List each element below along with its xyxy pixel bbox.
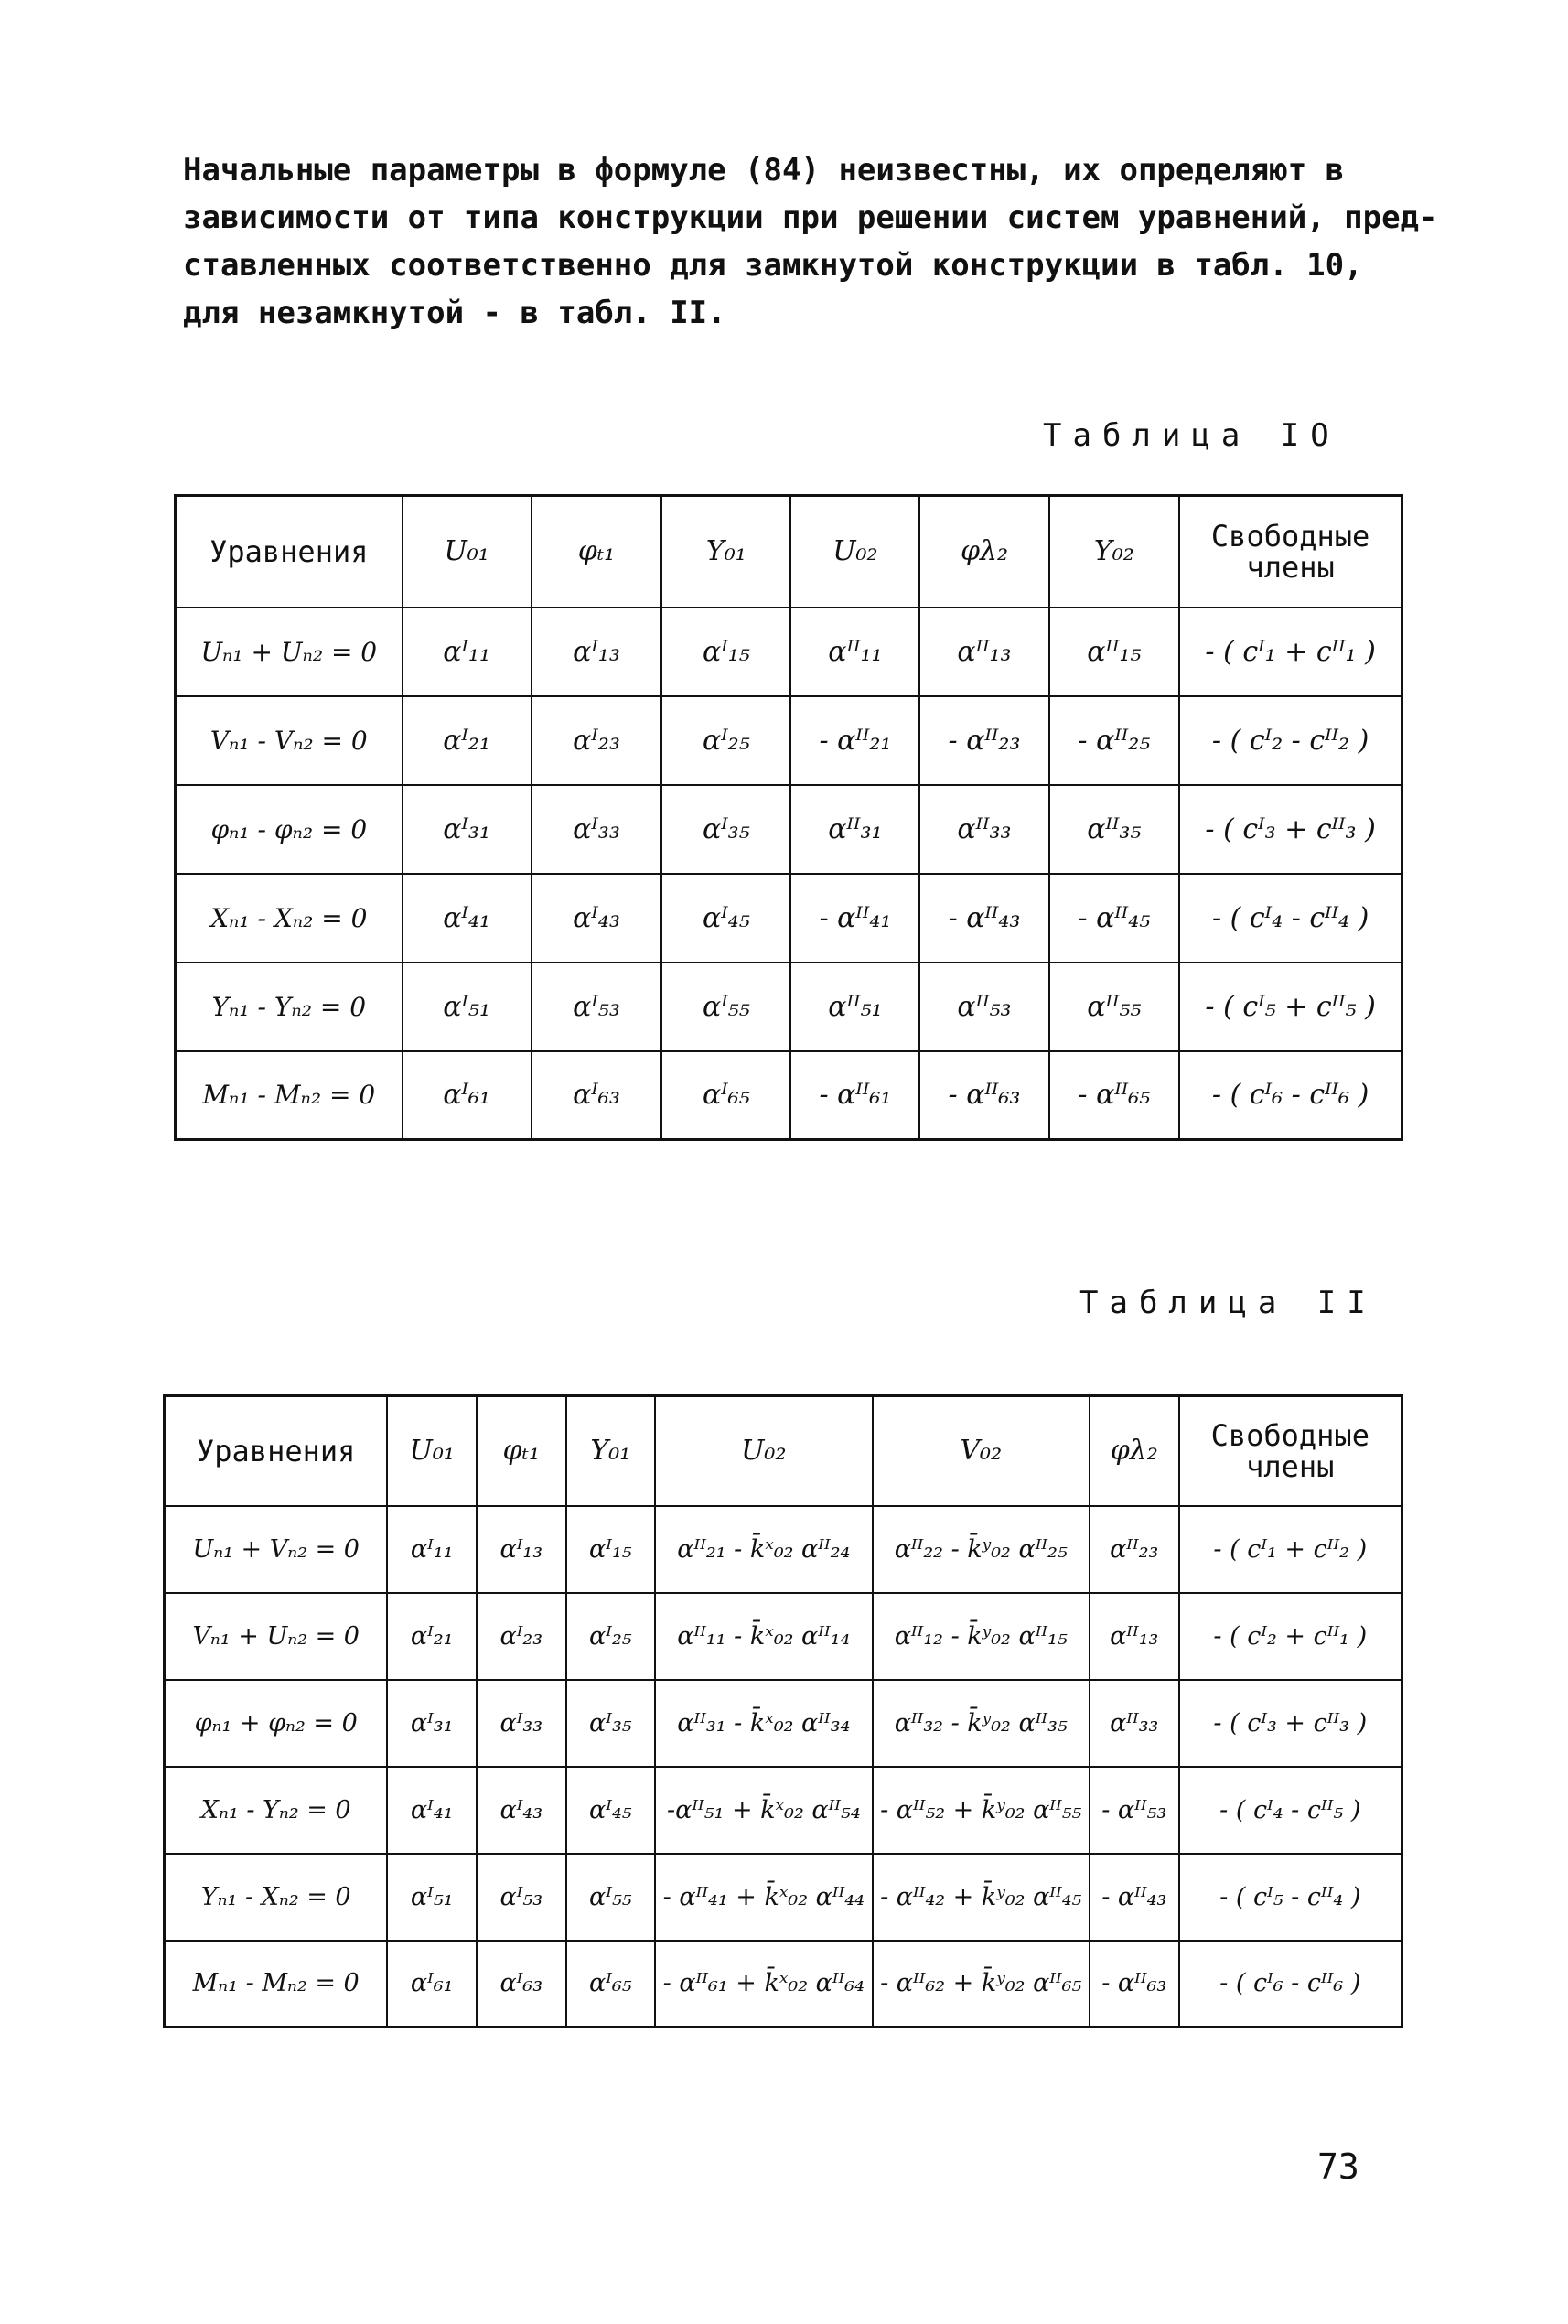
coefficient-cell: αᴵ₄₅ (566, 1767, 656, 1854)
coefficient-cell: αᴵ₄₃ (532, 874, 662, 963)
table-row (176, 785, 1402, 874)
table-11-body (165, 1506, 1402, 2028)
coefficient-cell: αᴵ₂₃ (477, 1593, 566, 1680)
intro-paragraph (183, 146, 1445, 337)
free-term-cell: - ( cᴵ₃ + cᴵᴵ₃ ) (1179, 785, 1402, 874)
table-row (165, 1941, 1402, 2028)
header-phi-t1: φₜ₁ (477, 1396, 566, 1506)
coefficient-cell: αᴵᴵ₂₁ - k̄ˣ₀₂ αᴵᴵ₂₄ (655, 1506, 872, 1593)
coefficient-cell: αᴵᴵ₂₂ - k̄ʸ₀₂ αᴵᴵ₂₅ (873, 1506, 1090, 1593)
equation-cell: Uₙ₁ + Uₙ₂ = 0 (176, 608, 403, 696)
coefficient-cell: αᴵ₁₁ (387, 1506, 477, 1593)
equation-cell: Yₙ₁ - Yₙ₂ = 0 (176, 963, 403, 1051)
coefficient-cell: αᴵ₆₃ (532, 1051, 662, 1140)
coefficient-cell: αᴵᴵ₁₁ (790, 608, 919, 696)
coefficient-cell: αᴵ₃₅ (566, 1680, 656, 1767)
table-11-caption: Таблица II (1079, 1285, 1377, 1321)
coefficient-cell: αᴵᴵ₃₅ (1049, 785, 1180, 874)
coefficient-cell: αᴵ₄₃ (477, 1767, 566, 1854)
coefficient-cell: αᴵ₁₃ (477, 1506, 566, 1593)
coefficient-cell: - αᴵᴵ₄₂ + k̄ʸ₀₂ αᴵᴵ₄₅ (873, 1854, 1090, 1941)
free-term-cell: - ( cᴵ₅ - cᴵᴵ₄ ) (1179, 1854, 1402, 1941)
free-term-cell: - ( cᴵ₁ + cᴵᴵ₁ ) (1179, 608, 1402, 696)
coefficient-cell: - αᴵᴵ₆₃ (919, 1051, 1048, 1140)
coefficient-cell: - αᴵᴵ₂₅ (1049, 696, 1180, 785)
table-header-row (176, 496, 1402, 608)
coefficient-cell: αᴵ₁₅ (661, 608, 790, 696)
coefficient-cell: αᴵ₄₁ (387, 1767, 477, 1854)
equation-cell: Xₙ₁ - Xₙ₂ = 0 (176, 874, 403, 963)
coefficient-cell: αᴵ₁₃ (532, 608, 662, 696)
table-row (176, 874, 1402, 963)
header-free-terms: Свободные члены (1179, 496, 1402, 608)
equation-cell: Yₙ₁ - Xₙ₂ = 0 (165, 1854, 388, 1941)
coefficient-cell: - αᴵᴵ₆₅ (1049, 1051, 1180, 1140)
table-row (165, 1506, 1402, 1593)
coefficient-cell: αᴵ₃₁ (387, 1680, 477, 1767)
coefficient-cell: αᴵᴵ₅₅ (1049, 963, 1180, 1051)
table-row (165, 1854, 1402, 1941)
free-term-cell: - ( cᴵ₆ - cᴵᴵ₆ ) (1179, 1941, 1402, 2028)
coefficient-cell: - αᴵᴵ₄₁ + k̄ˣ₀₂ αᴵᴵ₄₄ (655, 1854, 872, 1941)
coefficient-cell: - αᴵᴵ₆₂ + k̄ʸ₀₂ αᴵᴵ₆₅ (873, 1941, 1090, 2028)
free-term-cell: - ( cᴵ₁ + cᴵᴵ₂ ) (1179, 1506, 1402, 1593)
free-term-cell: - ( cᴵ₄ - cᴵᴵ₄ ) (1179, 874, 1402, 963)
header-y02: Y₀₂ (1049, 496, 1180, 608)
table-11 (163, 1394, 1403, 2028)
coefficient-cell: αᴵᴵ₁₅ (1049, 608, 1180, 696)
free-term-cell: - ( cᴵ₂ - cᴵᴵ₂ ) (1179, 696, 1402, 785)
coefficient-cell: - αᴵᴵ₆₃ (1090, 1941, 1179, 2028)
free-term-cell: - ( cᴵ₅ + cᴵᴵ₅ ) (1179, 963, 1402, 1051)
table-row (176, 1051, 1402, 1140)
free-term-cell: - ( cᴵ₂ + cᴵᴵ₁ ) (1179, 1593, 1402, 1680)
coefficient-cell: αᴵᴵ₁₁ - k̄ˣ₀₂ αᴵᴵ₁₄ (655, 1593, 872, 1680)
paragraph-line: ставленных соответственно для замкнутой конструкции в табл. 10, (183, 247, 1363, 284)
coefficient-cell: αᴵ₃₃ (532, 785, 662, 874)
equation-cell: Mₙ₁ - Mₙ₂ = 0 (165, 1941, 388, 2028)
free-term-cell: - ( cᴵ₃ + cᴵᴵ₃ ) (1179, 1680, 1402, 1767)
coefficient-cell: - αᴵᴵ₄₃ (1090, 1854, 1179, 1941)
coefficient-cell: -αᴵᴵ₅₁ + k̄ˣ₀₂ αᴵᴵ₅₄ (655, 1767, 872, 1854)
header-phi-t1: φₜ₁ (532, 496, 662, 608)
page-number: 73 (1317, 2146, 1359, 2187)
coefficient-cell: αᴵ₆₃ (477, 1941, 566, 2028)
coefficient-cell: αᴵ₆₅ (661, 1051, 790, 1140)
coefficient-cell: αᴵ₅₃ (477, 1854, 566, 1941)
coefficient-cell: αᴵ₆₅ (566, 1941, 656, 2028)
header-phi-lambda2: φλ₂ (1090, 1396, 1179, 1506)
coefficient-cell: - αᴵᴵ₄₅ (1049, 874, 1180, 963)
table-10-caption: Таблица IO (1043, 417, 1340, 454)
coefficient-cell: αᴵᴵ₂₃ (1090, 1506, 1179, 1593)
equation-cell: Xₙ₁ - Yₙ₂ = 0 (165, 1767, 388, 1854)
coefficient-cell: αᴵ₅₁ (403, 963, 532, 1051)
coefficient-cell: αᴵ₄₅ (661, 874, 790, 963)
coefficient-cell: - αᴵᴵ₆₁ (790, 1051, 919, 1140)
paragraph-line: для незамкнутой - в табл. II. (183, 295, 726, 331)
coefficient-cell: αᴵᴵ₃₂ - k̄ʸ₀₂ αᴵᴵ₃₅ (873, 1680, 1090, 1767)
coefficient-cell: αᴵ₅₅ (566, 1854, 656, 1941)
coefficient-cell: αᴵᴵ₃₁ (790, 785, 919, 874)
coefficient-cell: αᴵ₂₅ (661, 696, 790, 785)
coefficient-cell: αᴵ₆₁ (403, 1051, 532, 1140)
coefficient-cell: αᴵᴵ₃₃ (1090, 1680, 1179, 1767)
paragraph-line: зависимости от типа конструкции при решении систем уравнений, пред- (183, 199, 1438, 236)
coefficient-cell: αᴵ₂₅ (566, 1593, 656, 1680)
header-y01: Y₀₁ (566, 1396, 656, 1506)
coefficient-cell: αᴵᴵ₁₂ - k̄ʸ₀₂ αᴵᴵ₁₅ (873, 1593, 1090, 1680)
table-row (165, 1593, 1402, 1680)
coefficient-cell: - αᴵᴵ₄₁ (790, 874, 919, 963)
coefficient-cell: αᴵᴵ₁₃ (1090, 1593, 1179, 1680)
coefficient-cell: αᴵ₅₅ (661, 963, 790, 1051)
free-term-cell: - ( cᴵ₄ - cᴵᴵ₅ ) (1179, 1767, 1402, 1854)
table-10 (174, 494, 1403, 1141)
equation-cell: Uₙ₁ + Vₙ₂ = 0 (165, 1506, 388, 1593)
table-row (165, 1767, 1402, 1854)
table-header-row (165, 1396, 1402, 1506)
coefficient-cell: - αᴵᴵ₆₁ + k̄ˣ₀₂ αᴵᴵ₆₄ (655, 1941, 872, 2028)
coefficient-cell: αᴵᴵ₁₃ (919, 608, 1048, 696)
coefficient-cell: αᴵᴵ₃₁ - k̄ˣ₀₂ αᴵᴵ₃₄ (655, 1680, 872, 1767)
coefficient-cell: αᴵ₃₅ (661, 785, 790, 874)
header-equations: Уравнения (176, 496, 403, 608)
coefficient-cell: αᴵᴵ₅₁ (790, 963, 919, 1051)
paragraph-line: Начальные параметры в формуле (84) неизвестны, их определяют в (183, 152, 1345, 188)
table-10-body (176, 608, 1402, 1140)
coefficient-cell: αᴵ₄₁ (403, 874, 532, 963)
coefficient-cell: αᴵ₃₃ (477, 1680, 566, 1767)
coefficient-cell: αᴵ₃₁ (403, 785, 532, 874)
coefficient-cell: αᴵ₅₁ (387, 1854, 477, 1941)
coefficient-cell: αᴵ₆₁ (387, 1941, 477, 2028)
equation-cell: φₙ₁ - φₙ₂ = 0 (176, 785, 403, 874)
equation-cell: Mₙ₁ - Mₙ₂ = 0 (176, 1051, 403, 1140)
free-term-cell: - ( cᴵ₆ - cᴵᴵ₆ ) (1179, 1051, 1402, 1140)
coefficient-cell: αᴵ₁₅ (566, 1506, 656, 1593)
coefficient-cell: αᴵ₂₃ (532, 696, 662, 785)
table-row (176, 963, 1402, 1051)
coefficient-cell: - αᴵᴵ₄₃ (919, 874, 1048, 963)
coefficient-cell: αᴵ₁₁ (403, 608, 532, 696)
header-y01: Y₀₁ (661, 496, 790, 608)
equation-cell: Vₙ₁ - Vₙ₂ = 0 (176, 696, 403, 785)
coefficient-cell: αᴵ₂₁ (403, 696, 532, 785)
coefficient-cell: αᴵ₅₃ (532, 963, 662, 1051)
header-u02: U₀₂ (790, 496, 919, 608)
coefficient-cell: αᴵᴵ₃₃ (919, 785, 1048, 874)
equation-cell: Vₙ₁ + Uₙ₂ = 0 (165, 1593, 388, 1680)
coefficient-cell: αᴵ₂₁ (387, 1593, 477, 1680)
header-v02: V₀₂ (873, 1396, 1090, 1506)
header-u02: U₀₂ (655, 1396, 872, 1506)
table-row (176, 608, 1402, 696)
equation-cell: φₙ₁ + φₙ₂ = 0 (165, 1680, 388, 1767)
coefficient-cell: - αᴵᴵ₅₃ (1090, 1767, 1179, 1854)
table-row (176, 696, 1402, 785)
header-free-terms: Свободные члены (1179, 1396, 1402, 1506)
coefficient-cell: - αᴵᴵ₂₃ (919, 696, 1048, 785)
header-u01: U₀₁ (387, 1396, 477, 1506)
coefficient-cell: αᴵᴵ₅₃ (919, 963, 1048, 1051)
header-equations: Уравнения (165, 1396, 388, 1506)
coefficient-cell: - αᴵᴵ₅₂ + k̄ʸ₀₂ αᴵᴵ₅₅ (873, 1767, 1090, 1854)
coefficient-cell: - αᴵᴵ₂₁ (790, 696, 919, 785)
table-row (165, 1680, 1402, 1767)
header-phi-lambda2: φλ₂ (919, 496, 1048, 608)
header-u01: U₀₁ (403, 496, 532, 608)
